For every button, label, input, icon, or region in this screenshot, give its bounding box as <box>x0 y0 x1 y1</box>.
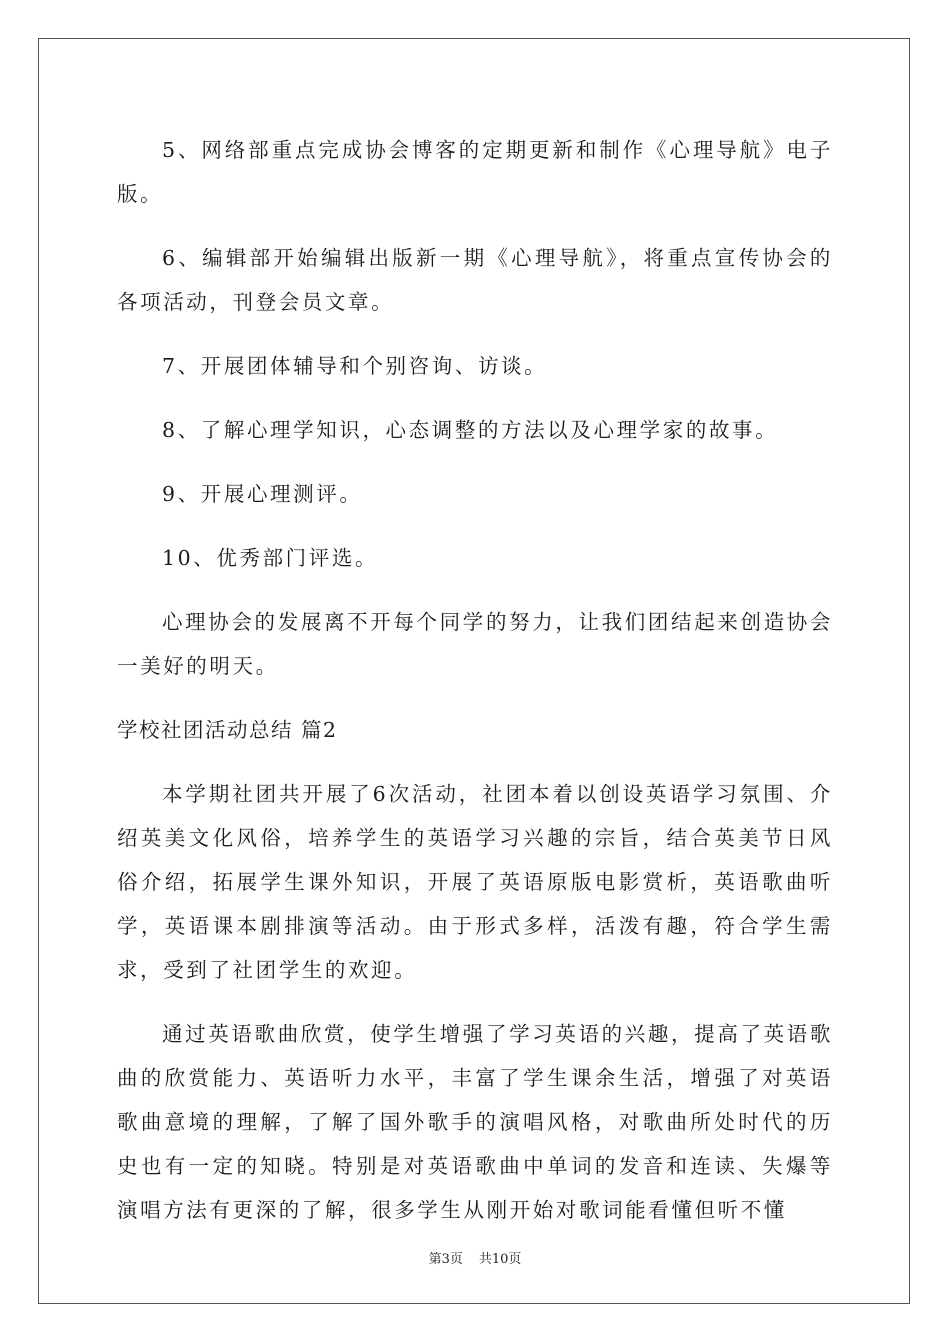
page-total: 共10页 <box>478 1252 522 1267</box>
paragraph-item-5: 5、网络部重点完成协会博客的定期更新和制作《心理导航》电子版。 <box>117 138 833 206</box>
page-footer <box>0 1248 950 1267</box>
paragraph-item-7: 7、开展团体辅导和个别咨询、访谈。 <box>162 354 548 378</box>
section-heading: 学校社团活动总结 篇2 <box>117 718 338 742</box>
paragraph-item-6: 6、编辑部开始编辑出版新一期《心理导航》，将重点宣传协会的各项活动，刊登会员文章。 <box>117 246 833 314</box>
paragraph-item-8: 8、了解心理学知识，心态调整的方法以及心理学家的故事。 <box>162 418 779 442</box>
page-number: 第3页 <box>428 1252 463 1267</box>
paragraph-item-10: 10、优秀部门评选。 <box>162 546 379 570</box>
section-paragraph-1: 本学期社团共开展了6次活动，社团本着以创设英语学习氛围、介绍英美文化风俗，培养学生的英语学习兴趣的宗旨，结合英美节日风俗介绍，拓展学生课外知识，开展了英语原版电影赏析，英语歌曲听学，英语课本剧排演等活动。由于形式多样，活泼有趣，符合学生需求，受到了社团学生的欢迎。 <box>117 782 833 982</box>
paragraph-closing: 心理协会的发展离不开每个同学的努力，让我们团结起来创造协会一美好的明天。 <box>117 610 833 678</box>
section-paragraph-2: 通过英语歌曲欣赏，使学生增强了学习英语的兴趣，提高了英语歌曲的欣赏能力、英语听力水平，丰富了学生课余生活，增强了对英语歌曲意境的理解，了解了国外歌手的演唱风格，对歌曲所处时代的历史也有一定的知晓。特别是对英语歌曲中单词的发音和连读、失爆等演唱方法有更深的了解，很多学生从刚开始对歌词能看懂但听不懂 <box>117 1022 833 1222</box>
paragraph-item-9: 9、开展心理测评。 <box>162 482 363 506</box>
document-body <box>117 128 833 1252</box>
